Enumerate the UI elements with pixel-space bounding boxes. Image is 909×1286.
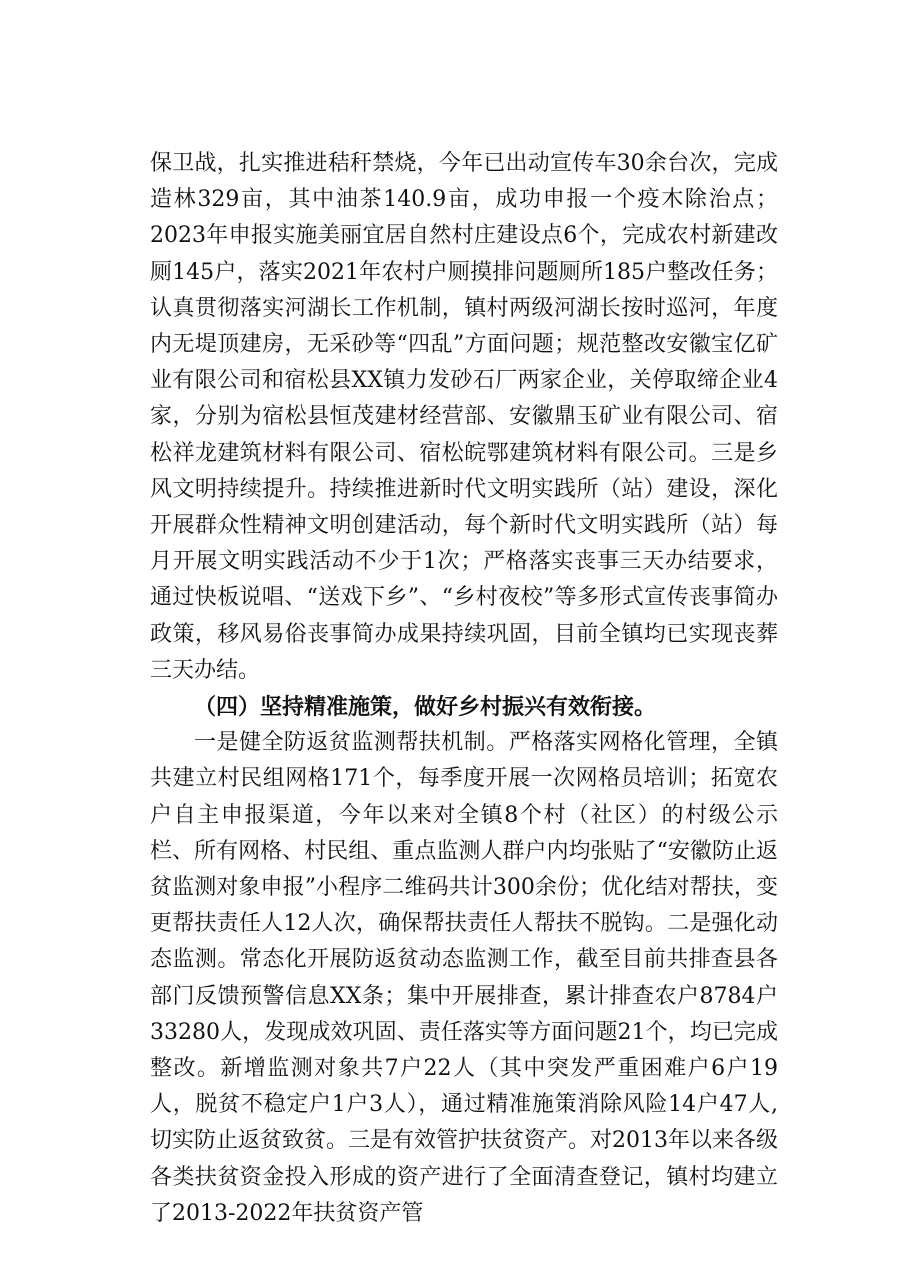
document-body [150,146,778,1232]
paragraph-continuation: 保卫战，扎实推进秸秆禁烧，今年已出动宣传车30余台次，完成造林329亩，其中油茶140.9亩，成功申报一个疫木除治点；2023年申报实施美丽宜居自然村庄建设点6个，完成农村新建改厕145户，落实2021年农村户厕摸排问题厕所185户整改任务；认真贯彻落实河湖长工作机制，镇村两级河湖长按时巡河，年度内无堤顶建房，无采砂等“四乱”方面问题；规范整改安徽宝亿矿业有限公司和宿松县XX镇力发砂石厂两家企业，关停取缔企业4家，分别为宿松县恒茂建材经营部、安徽鼎玉矿业有限公司、宿松祥龙建筑材料有限公司、宿松皖鄂建筑材料有限公司。三是乡风文明持续提升。持续推进新时代文明实践所（站）建设，深化开展群众性精神文明创建活动，每个新时代文明实践所（站）每月开展文明实践活动不少于1次；严格落实丧事三天办结要求，通过快板说唱、“送戏下乡”、“乡村夜校”等多形式宣传丧事简办政策，移风易俗丧事简办成果持续巩固，目前全镇均已实现丧葬三天办结。 [150,151,778,683]
section-heading-4: （四）坚持精准施策，做好乡村振兴有效衔接。 [194,694,657,721]
paragraph-monitoring: 一是健全防返贫监测帮扶机制。严格落实网格化管理，全镇共建立村民组网格171个，每季度开展一次网格员培训；拓宽农户自主申报渠道，今年以来对全镇8个村（社区）的村级公示栏、所有网格、村民组、重点监测人群户内均张贴了“安徽防止返贫监测对象申报”小程序二维码共计300余份；优化结对帮扶，变更帮扶责任人12人次，确保帮扶责任人帮扶不脱钩。二是强化动态监测。常态化开展防返贫动态监测工作，截至目前共排查县各部门反馈预警信息XX条；集中开展排查，累计排查农户8784户33280人，发现成效巩固、责任落实等方面问题21个，均已完成整改。新增监测对象共7户22人（其中突发严重困难户6户19人，脱贫不稳定户1户3人），通过精准施策消除风险14户47人,切实防止返贫致贫。三是有效管护扶贫资产。对2013年以来各级各类扶贫资金投入形成的资产进行了全面清查登记，镇村均建立了2013-2022年扶贫资产管 [150,730,778,1226]
